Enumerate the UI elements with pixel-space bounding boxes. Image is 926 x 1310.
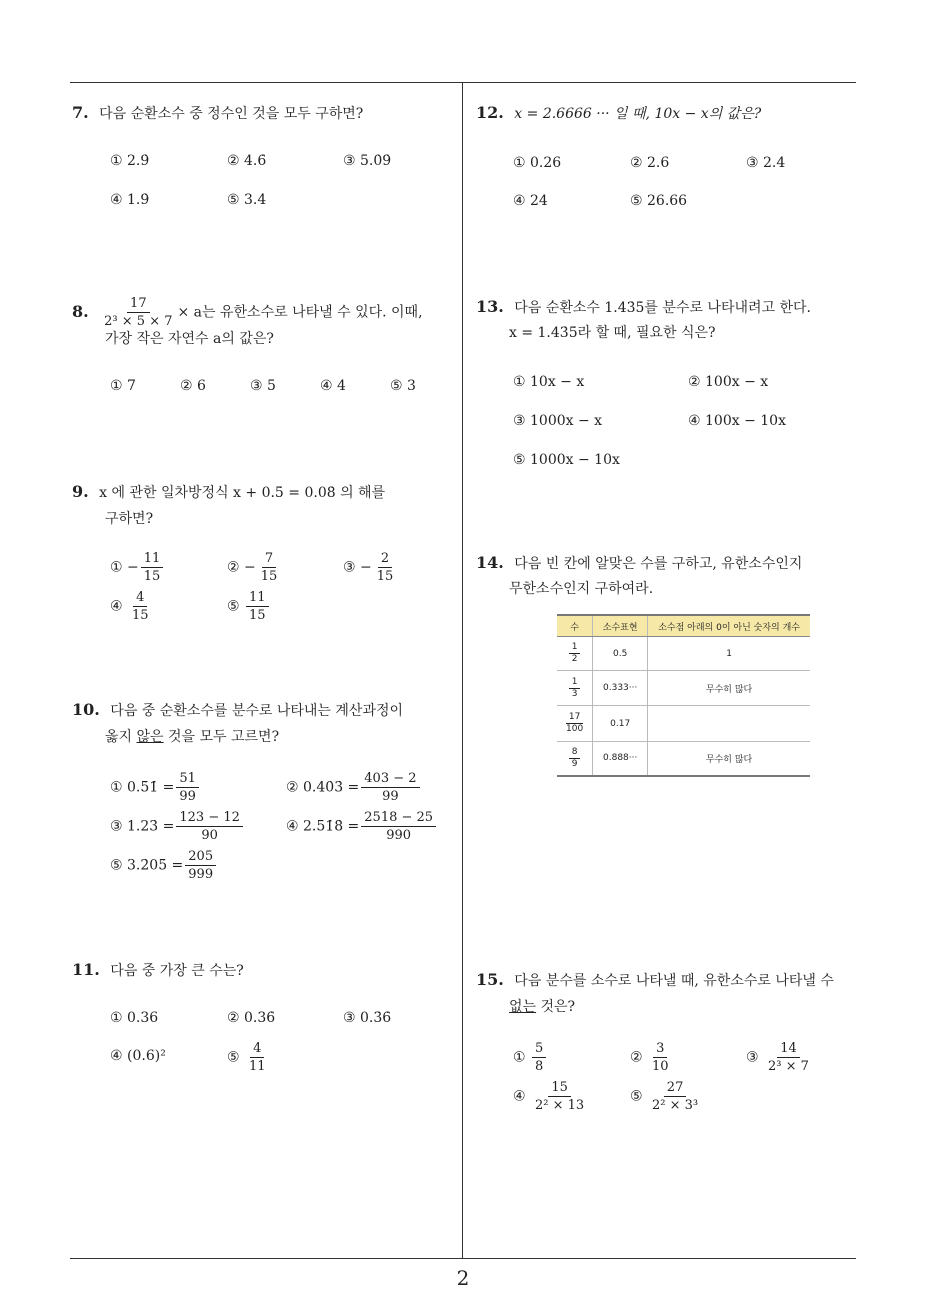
decimal-table — [557, 614, 810, 777]
question-number: 8. — [72, 301, 89, 321]
question-number: 10. — [72, 700, 100, 719]
question-text: 다음 중 가장 큰 수는? — [110, 963, 244, 979]
question-text-line2: 가장 작은 자연수 a의 값은? — [105, 331, 274, 347]
question-7 — [72, 101, 363, 127]
option-1[interactable]: ① 10x − x — [513, 374, 585, 390]
option-3[interactable]: ③ − $\frac{2}{15}$ — [343, 551, 394, 584]
underlined-word: 없는 — [509, 999, 537, 1015]
question-text: 다음 빈 칸에 알맞은 수를 구하고, 유한소수인지 — [514, 556, 803, 572]
option-2[interactable]: ② $\frac{3}{10}$ — [630, 1041, 669, 1074]
table-header: 소수점 아래의 0이 아닌 숫자의 개수 — [648, 615, 810, 637]
option-5[interactable]: ⑤ 3 — [390, 378, 416, 394]
underlined-word: 않은 — [136, 729, 164, 745]
option-3[interactable]: ③ 5 — [250, 378, 276, 394]
option-5[interactable]: ⑤ 3.2̇05̇ = $\frac{205}{999}$ — [110, 848, 218, 883]
question-text-line2: 옳지 않은 것을 모두 고르면? — [105, 729, 280, 745]
option-1[interactable]: ① 2.9̇ — [110, 153, 150, 169]
question-number: 15. — [476, 970, 504, 989]
option-1[interactable]: ① $\frac{5}{8}$ — [513, 1040, 548, 1075]
option-3[interactable]: ③ 1000x − x — [513, 413, 603, 429]
table-cell-count: 1 — [648, 637, 810, 671]
table-cell-decimal: 0.888··· — [593, 742, 648, 776]
option-4[interactable]: ④ 2.51̇8̇ = $\frac{2518 - 25}{990}$ — [286, 809, 438, 844]
option-4[interactable]: ④ (0.6)² — [110, 1048, 166, 1064]
option-5[interactable]: ⑤ 3.4̇ — [227, 192, 267, 208]
option-2[interactable]: ② 6 — [180, 378, 206, 394]
question-9 — [72, 480, 385, 506]
question-number: 11. — [72, 960, 100, 979]
option-5[interactable]: ⑤ $\frac{4}{11}$ — [227, 1041, 266, 1074]
option-4[interactable]: ④ 24 — [513, 193, 548, 209]
column-divider — [462, 82, 463, 1258]
option-2[interactable]: ② 4.6̇ — [227, 153, 267, 169]
question-text-line2: 구하면? — [105, 511, 154, 527]
option-2[interactable]: ② 0.40̇3̇ = $\frac{403 - 2}{99}$ — [286, 770, 422, 805]
option-4[interactable]: ④ 4 — [320, 378, 346, 394]
question-14 — [476, 551, 802, 577]
question-text: 다음 순환소수 중 정수인 것을 모두 구하면? — [99, 106, 364, 122]
option-4[interactable]: ④ 100x − 10x — [688, 413, 786, 429]
table-cell-fraction: $\frac{1}{2}$ — [557, 637, 593, 671]
option-1[interactable]: ① 0.36 — [110, 1010, 159, 1026]
table-cell-count: 무수히 많다 — [648, 742, 810, 776]
table-cell-decimal: 0.333··· — [593, 671, 648, 706]
table-cell-count: 무수히 많다 — [648, 671, 810, 706]
table-row — [557, 706, 810, 742]
table-cell-fraction: $\frac{1}{3}$ — [557, 671, 593, 706]
bottom-rule — [70, 1258, 856, 1259]
question-number: 7. — [72, 103, 89, 122]
question-8 — [72, 295, 423, 330]
option-4[interactable]: ④ $\frac{4}{15}$ — [110, 590, 149, 623]
table-row — [557, 742, 810, 776]
question-11 — [72, 958, 244, 984]
question-text-line2: 무한소수인지 구하여라. — [509, 581, 654, 597]
question-text: x = 2.6666 ··· 일 때, 10x − x의 값은? — [514, 106, 762, 122]
option-3[interactable]: ③ 2.4 — [746, 155, 786, 171]
option-5[interactable]: ⑤ 1000x − 10x — [513, 452, 620, 468]
question-13 — [476, 295, 811, 321]
question-text: 다음 분수를 소수로 나타낼 때, 유한소수로 나타낼 수 — [514, 973, 834, 989]
top-rule — [70, 82, 856, 83]
question-text: 다음 중 순환소수를 분수로 나타내는 계산과정이 — [110, 703, 404, 719]
option-2[interactable]: ② 100x − x — [688, 374, 769, 390]
option-1[interactable]: ① 0.5̇1̇ = $\frac{51}{99}$ — [110, 770, 201, 805]
question-number: 14. — [476, 553, 504, 572]
question-number: 13. — [476, 297, 504, 316]
question-text: × a는 유한소수로 나타낼 수 있다. 이때, — [177, 304, 423, 321]
table-cell-fraction: $\frac{8}{9}$ — [557, 742, 593, 776]
option-3[interactable]: ③ 1.23̇ = $\frac{123 - 12}{90}$ — [110, 809, 245, 844]
question-text: 다음 순환소수 1.43̇5̇를 분수로 나타내려고 한다. — [514, 300, 811, 316]
table-cell-decimal: 0.5 — [593, 637, 648, 671]
option-5[interactable]: ⑤ 26.66 — [630, 193, 688, 209]
question-text-line2: x = 1.43̇5̇라 할 때, 필요한 식은? — [509, 325, 716, 341]
question-number: 12. — [476, 103, 504, 122]
option-5[interactable]: ⑤ $\frac{27}{\text{2² × 3³}}$ — [630, 1080, 699, 1113]
question-10 — [72, 698, 403, 724]
table-cell-count[interactable] — [648, 706, 810, 742]
table-row — [557, 671, 810, 706]
question-text-line2: 없는 것은? — [509, 999, 576, 1015]
table-cell-fraction: $\frac{17}{100}$ — [557, 706, 593, 742]
option-3[interactable]: ③ $\frac{14}{\text{2³ × 7}}$ — [746, 1041, 809, 1074]
option-2[interactable]: ② 2.6 — [630, 155, 670, 171]
table-cell-decimal: 0.17 — [593, 706, 648, 742]
option-1[interactable]: ① − $\frac{11}{15}$ — [110, 550, 165, 585]
option-2[interactable]: ② − $\frac{7}{15}$ — [227, 551, 278, 584]
page-number: 2 — [456, 1266, 470, 1290]
option-1[interactable]: ① 7 — [110, 378, 136, 394]
table-header: 소수표현 — [593, 615, 648, 637]
table-header-row — [557, 615, 810, 637]
option-3[interactable]: ③ 5.0̇9̇ — [343, 153, 392, 169]
question-12 — [476, 101, 761, 127]
option-4[interactable]: ④ 1.9̇ — [110, 192, 150, 208]
option-4[interactable]: ④ $\frac{15}{\text{2² × 13}}$ — [513, 1080, 585, 1113]
option-3[interactable]: ③ 0.3̇6̇ — [343, 1010, 392, 1026]
table-header: 수 — [557, 615, 593, 637]
option-5[interactable]: ⑤ $\frac{11}{15}$ — [227, 589, 271, 624]
table-row — [557, 637, 810, 671]
option-1[interactable]: ① 0.26 — [513, 155, 562, 171]
question-number: 9. — [72, 482, 89, 501]
question-15 — [476, 968, 834, 994]
question-text: x 에 관한 일차방정식 x + 0.5̇ = 0.08̇ 의 해를 — [99, 485, 386, 501]
fraction: $\frac{17}{\text{2³ × 5 × 7}}$ — [104, 296, 173, 329]
option-2[interactable]: ② 0.36̇ — [227, 1010, 276, 1026]
